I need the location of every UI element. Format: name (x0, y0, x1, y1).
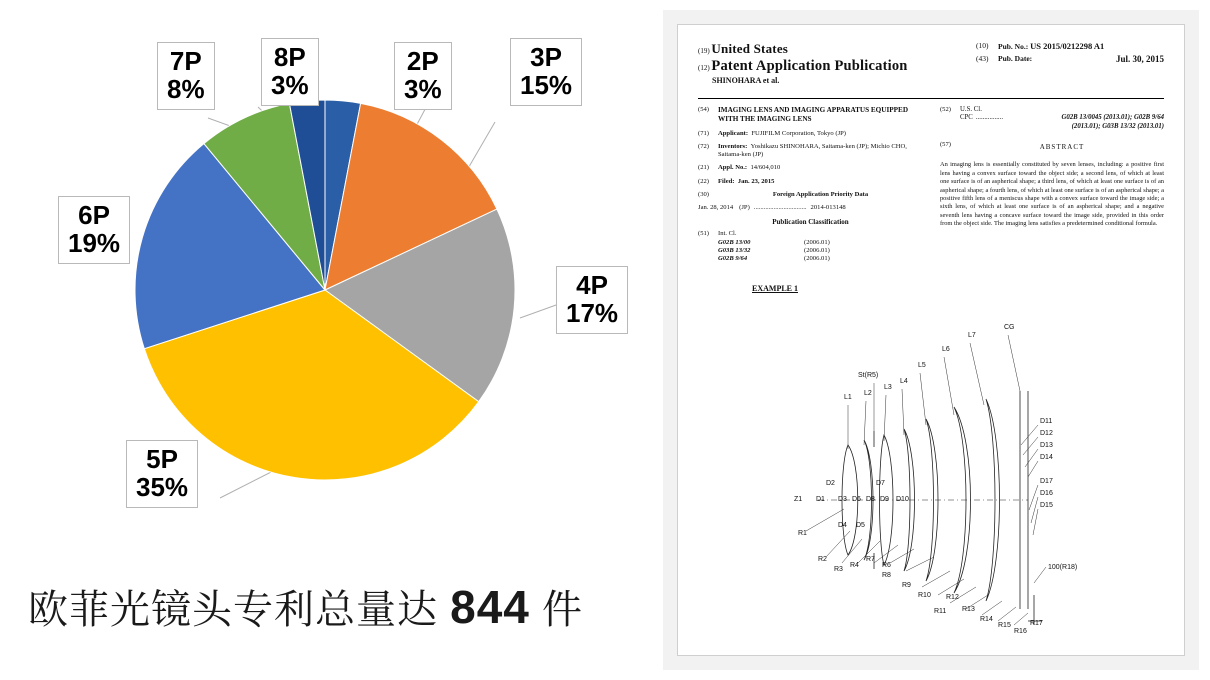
united-states-label: United States (711, 41, 789, 56)
field-54-code: (54) (698, 106, 709, 113)
field-71-code: (71) (698, 129, 709, 137)
pub-date-value: Jul. 30, 2015 (1115, 54, 1164, 64)
field-22-code: (22) (698, 177, 709, 185)
cpc-line-1: G02B 13/0045 (2013.01); G02B 9/64 (1061, 114, 1164, 122)
caption-prefix: 欧菲光镜头专利总量达 (28, 588, 451, 632)
slide-caption (28, 578, 668, 635)
figure-annotation-d12: D12 (1040, 430, 1053, 438)
callout-6p (58, 196, 130, 264)
int-cl-class-0: G02B 13/00 (718, 238, 751, 246)
publication-classification-heading: Publication Classification (772, 218, 849, 227)
figure-annotation-r12: R12 (946, 594, 959, 602)
code-10: (10) (976, 41, 989, 50)
figure-annotation-r3: R3 (834, 566, 843, 574)
field-52 (940, 106, 1164, 131)
figure-annotation-100-r18-: 100(R18) (1048, 564, 1078, 572)
figure-annotation-r14: R14 (980, 616, 993, 624)
callout-8p (261, 38, 319, 106)
field-30-code: (30) (698, 190, 709, 198)
field-51 (698, 230, 923, 263)
priority-line (698, 204, 923, 212)
callout-6p-category: 6P (78, 200, 110, 230)
callout-3p-category: 3P (530, 42, 562, 72)
figure-annotation-d17: D17 (1040, 478, 1053, 486)
figure-annotation-d3: D3 (838, 496, 847, 504)
patent-authors: SHINOHARA et al. (712, 76, 780, 85)
field-72-text: Yoshikazu SHINOHARA, Saitama-ken (JP); Michio CHO, Saitama-ken (JP) (718, 142, 907, 159)
int-cl-year-0: (2006.01) (804, 238, 830, 246)
field-71-text: FUJIFILM Corporation, Tokyo (JP) (751, 129, 847, 137)
callout-2p-category: 2P (406, 46, 439, 76)
callout-4p-category: 4P (576, 270, 608, 300)
figure-annotation-r1: R1 (798, 530, 807, 538)
field-21-code: (21) (698, 164, 709, 172)
figure-annotation-d9: D9 (880, 496, 889, 504)
priority-country: (JP) (739, 204, 750, 212)
callout-8p-category: 8P (273, 42, 306, 72)
callout-8p-value: 3% (271, 70, 309, 101)
field-57-code: (57) (939, 141, 951, 149)
figure-annotation-d11: D11 (1040, 418, 1053, 426)
field-72 (698, 143, 923, 159)
patent-document-page (677, 24, 1185, 656)
pie-chart (0, 0, 660, 560)
field-30-text: Foreign Application Priority Data (772, 190, 869, 198)
figure-annotation-d6: D6 (852, 496, 861, 504)
callout-4p-value: 17% (566, 298, 619, 329)
caption-number: 844 (450, 581, 530, 633)
field-72-code: (72) (698, 142, 709, 150)
figure-annotation-l1: L1 (844, 394, 852, 402)
figure-annotation-d7: D7 (876, 480, 885, 488)
patent-document-panel (663, 10, 1199, 670)
figure-annotation-st-r5-: St(R5) (858, 372, 879, 380)
us-cl-label: U.S. Cl. (959, 106, 982, 113)
field-54-title: IMAGING LENS AND IMAGING APPARATUS EQUIPPED WITH THE IMAGING LENS (718, 106, 909, 124)
figure-annotation-d10: D10 (896, 496, 909, 504)
figure-annotation-d4: D4 (838, 522, 847, 530)
figure-annotation-r2: R2 (818, 556, 827, 564)
figure-annotation-l5: L5 (918, 362, 926, 370)
callout-7p-value: 8% (167, 74, 205, 105)
priority-number: 2014-013148 (810, 204, 846, 212)
int-cl-year-2: (2006.01) (804, 255, 830, 263)
figure-annotation-r7: R7 (866, 556, 875, 564)
field-21-label: Appl. No.: (718, 164, 748, 172)
priority-dots: ................................ (753, 204, 807, 212)
callout-3p (510, 38, 582, 106)
figure-annotation-r9: R9 (902, 582, 911, 590)
callout-2p-value: 3% (404, 74, 442, 105)
callout-5p (126, 440, 198, 508)
abstract-text: An imaging lens is essentially constituted by seven lenses, including: a positive first lens having a convex surface toward the object side; a second lens, of which at least one surface is of an aspherical shape; a third lens, of which at least one surface is of an aspherical shape; a fourth lens, of which at least one surface is of an aspherical shape; a positive fifth lens of a meniscus shape with a convex surface toward the image side; a sixth lens, of which at least one surface is of an aspherical shape; and a negative seventh lens having a concave surface toward the image side, provided in this order from the object side. The imaging lens satisfies a predetermined conditional formula. (939, 161, 1164, 228)
patent-column-right (931, 106, 1164, 268)
patent-columns (698, 106, 1164, 268)
figure-annotation-r11: R11 (934, 608, 947, 616)
figure-annotation-l6: L6 (942, 346, 950, 354)
code-12: (12) (698, 64, 710, 72)
figure-annotation-r17: R17 (1030, 620, 1043, 628)
pub-no-label: Pub. No.: (998, 42, 1029, 51)
field-71 (698, 130, 923, 138)
patent-header-left (698, 41, 998, 85)
priority-date: Jan. 28, 2014 (698, 204, 734, 212)
callout-6p-value: 19% (68, 228, 121, 259)
callout-5p-category: 5P (146, 444, 178, 474)
field-71-label: Applicant: (718, 129, 749, 137)
figure-example-label: EXAMPLE 1 (752, 284, 798, 294)
callout-3p-value: 15% (520, 70, 573, 101)
figure-annotation-r10: R10 (918, 592, 931, 600)
pub-no-value: US 2015/0212298 A1 (1030, 41, 1105, 51)
patent-figure (698, 295, 1164, 635)
figure-annotation-r6: R6 (882, 562, 891, 570)
figure-annotation-r8: R8 (882, 572, 891, 580)
pie-slices (135, 100, 515, 480)
field-22 (698, 178, 923, 186)
field-22-label: Filed: (718, 177, 735, 185)
int-cl-year-1: (2006.01) (804, 246, 830, 254)
field-52-code: (52) (939, 106, 951, 113)
field-22-text: Jan. 23, 2015 (737, 177, 775, 185)
field-21-text: 14/604,010 (750, 164, 781, 172)
cpc-line-2: (2013.01); G03B 13/32 (2013.01) (1071, 122, 1164, 130)
figure-annotation-d2: D2 (826, 480, 835, 488)
field-21 (698, 164, 923, 172)
pub-no-row (976, 41, 1164, 51)
cpc-dots: ................ (975, 114, 1004, 122)
field-51-code: (51) (698, 230, 709, 238)
figure-annotation-d16: D16 (1040, 490, 1053, 498)
figure-annotation-r13: R13 (962, 606, 975, 614)
figure-annotation-d13: D13 (1040, 442, 1053, 450)
figure-annotation-d8: D8 (866, 496, 875, 504)
figure-annotation-d1: D1 (816, 496, 825, 504)
patent-column-left (698, 106, 931, 268)
figure-annotation-z1: Z1 (794, 496, 803, 504)
figure-annotation-r15: R15 (998, 622, 1011, 630)
figure-annotation-l3: L3 (884, 384, 892, 392)
pub-date-label: Pub. Date: (998, 54, 1033, 63)
patent-header-right (976, 41, 1164, 67)
publication-title: Patent Application Publication (711, 58, 908, 74)
callout-4p (556, 266, 628, 334)
int-cl-class-2: G02B 9/64 (718, 255, 748, 263)
figure-annotation-cg: CG (1004, 324, 1015, 332)
field-54 (698, 106, 923, 125)
figure-annotation-d14: D14 (1040, 454, 1053, 462)
field-30 (698, 191, 923, 199)
figure-annotation-l2: L2 (864, 390, 872, 398)
patent-header (698, 41, 1164, 99)
figure-annotation-r4: R4 (850, 562, 859, 570)
figure-annotation-d15: D15 (1040, 502, 1053, 510)
patent-figure-svg (698, 295, 1168, 635)
callout-2p (394, 42, 452, 110)
caption-suffix: 件 (529, 588, 583, 632)
int-cl-class-1: G03B 13/32 (718, 246, 751, 254)
code-19: (19) (698, 47, 710, 55)
figure-annotation-l7: L7 (968, 332, 976, 340)
pub-date-row (976, 54, 1164, 64)
callout-7p (157, 42, 215, 110)
field-72-label: Inventors: (718, 142, 748, 150)
figure-annotation-r16: R16 (1014, 628, 1027, 636)
field-57 (940, 141, 1164, 156)
code-43: (43) (976, 54, 989, 63)
callout-5p-value: 35% (136, 472, 189, 503)
figure-annotation-l4: L4 (900, 378, 908, 386)
int-cl-label: Int. Cl. (718, 230, 737, 238)
cpc-label: CPC (959, 114, 973, 122)
callout-7p-category: 7P (169, 46, 202, 76)
abstract-title: ABSTRACT (1039, 143, 1085, 152)
figure-annotation-d5: D5 (856, 522, 865, 530)
